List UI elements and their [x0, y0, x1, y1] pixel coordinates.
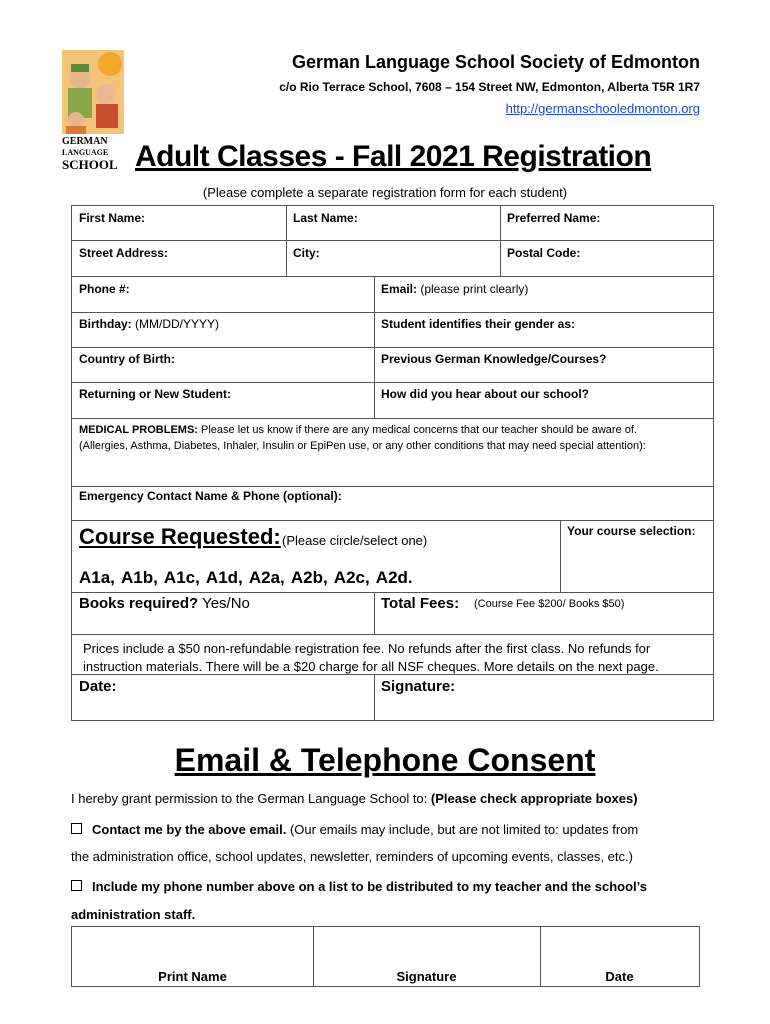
emergency-contact-field[interactable]: Emergency Contact Name & Phone (optional): [79, 489, 342, 503]
email-consent-bold: Contact me by the above email. [92, 822, 287, 837]
course-levels[interactable]: A1a, A1b, A1c, A1d, A2a, A2b, A2c, A2d. [79, 568, 413, 587]
phone-field[interactable]: Phone #: [79, 282, 130, 296]
email-label: Email: [381, 282, 418, 296]
prices-note [83, 640, 708, 676]
gender-field[interactable]: Student identifies their gender as: [381, 317, 576, 331]
logo-text-school: SCHOOL [62, 157, 118, 172]
birthday-label: Birthday: [79, 317, 132, 331]
street-address-field[interactable]: Street Address: [79, 246, 168, 260]
email-consent-line2: the administration office, school updates, newsletter, reminders of upcoming events, classes, etc.) [71, 849, 633, 864]
medical-line1: Please let us know if there are any medical concerns that our teacher should be aware of. [197, 424, 637, 436]
medical-line2: (Allergies, Asthma, Diabetes, Inhaler, Insulin or EpiPen use, or any other conditions that may need special attention): [79, 440, 646, 452]
print-name-field[interactable]: Print Name [158, 969, 227, 984]
consent-title: Email & Telephone Consent [174, 742, 596, 778]
books-required-field[interactable] [79, 595, 250, 612]
returning-student-field[interactable]: Returning or New Student: [79, 387, 231, 401]
course-selection-field[interactable]: Your course selection: [567, 524, 696, 538]
course-requested-heading: Course Requested: [79, 524, 281, 549]
preferred-name-field[interactable]: Preferred Name: [507, 211, 601, 225]
prices-line2: instruction materials. There will be a $20 charge for all NSF cheques. More details on the next page. [83, 659, 659, 674]
consent-signature-field[interactable]: Signature [396, 969, 457, 984]
registration-form [71, 205, 714, 721]
email-consent-checkbox[interactable] [71, 823, 82, 834]
course-note: (Please circle/select one) [282, 533, 428, 548]
consent-intro [71, 791, 638, 806]
birthday-note: (MM/DD/YYYY) [131, 317, 220, 331]
consent-signature-table [71, 926, 700, 987]
email-consent-option[interactable] [71, 822, 638, 837]
consent-intro-bold: (Please check appropriate boxes) [430, 791, 638, 806]
first-name-field[interactable]: First Name: [79, 211, 146, 225]
email-field[interactable] [381, 282, 528, 296]
org-website-link[interactable]: http://germanschooledmonton.org [505, 101, 700, 116]
books-label: Books required? [79, 595, 199, 612]
medical-problems-field[interactable] [79, 422, 709, 454]
school-logo [62, 50, 124, 174]
page-title: Adult Classes - Fall 2021 Registration [135, 140, 652, 173]
phone-consent-checkbox[interactable] [71, 880, 82, 891]
total-fees-field[interactable]: Total Fees: [381, 595, 460, 612]
city-field[interactable]: City: [293, 246, 320, 260]
date-field[interactable]: Date: [79, 678, 117, 695]
logo-text-german: GERMAN [62, 136, 108, 147]
phone-consent-line2: administration staff. [71, 907, 196, 922]
phone-consent-option[interactable] [71, 879, 647, 894]
phone-consent-line1: Include my phone number above on a list to be distributed to my teacher and the school’s [92, 879, 647, 894]
medical-label: MEDICAL PROBLEMS: [79, 424, 198, 436]
consent-intro-text: I hereby grant permission to the German Language School to: [71, 791, 431, 806]
org-address: c/o Rio Terrace School, 7608 – 154 Street NW, Edmonton, Alberta T5R 1R7 [279, 80, 700, 94]
books-value: Yes/No [198, 595, 250, 612]
last-name-field[interactable]: Last Name: [293, 211, 358, 225]
org-name: German Language School Society of Edmonton [291, 52, 700, 72]
country-of-birth-field[interactable]: Country of Birth: [79, 352, 175, 366]
postal-code-field[interactable]: Postal Code: [507, 246, 581, 260]
logo-text-language: LANGUAGE [62, 148, 109, 157]
page-subtitle: (Please complete a separate registration form for each student) [202, 185, 568, 200]
fees-note: (Course Fee $200/ Books $50) [474, 598, 625, 610]
email-note: (please print clearly) [417, 282, 529, 296]
previous-knowledge-field[interactable]: Previous German Knowledge/Courses? [381, 352, 607, 366]
how-heard-field[interactable]: How did you hear about our school? [381, 387, 590, 401]
birthday-field[interactable] [79, 317, 219, 331]
signature-field[interactable]: Signature: [381, 678, 456, 695]
consent-date-field[interactable]: Date [605, 969, 634, 984]
prices-line1: Prices include a $50 non-refundable registration fee. No refunds after the first class. No refunds for [83, 641, 651, 656]
email-consent-rest: (Our emails may include, but are not limited to: updates from [286, 822, 639, 837]
